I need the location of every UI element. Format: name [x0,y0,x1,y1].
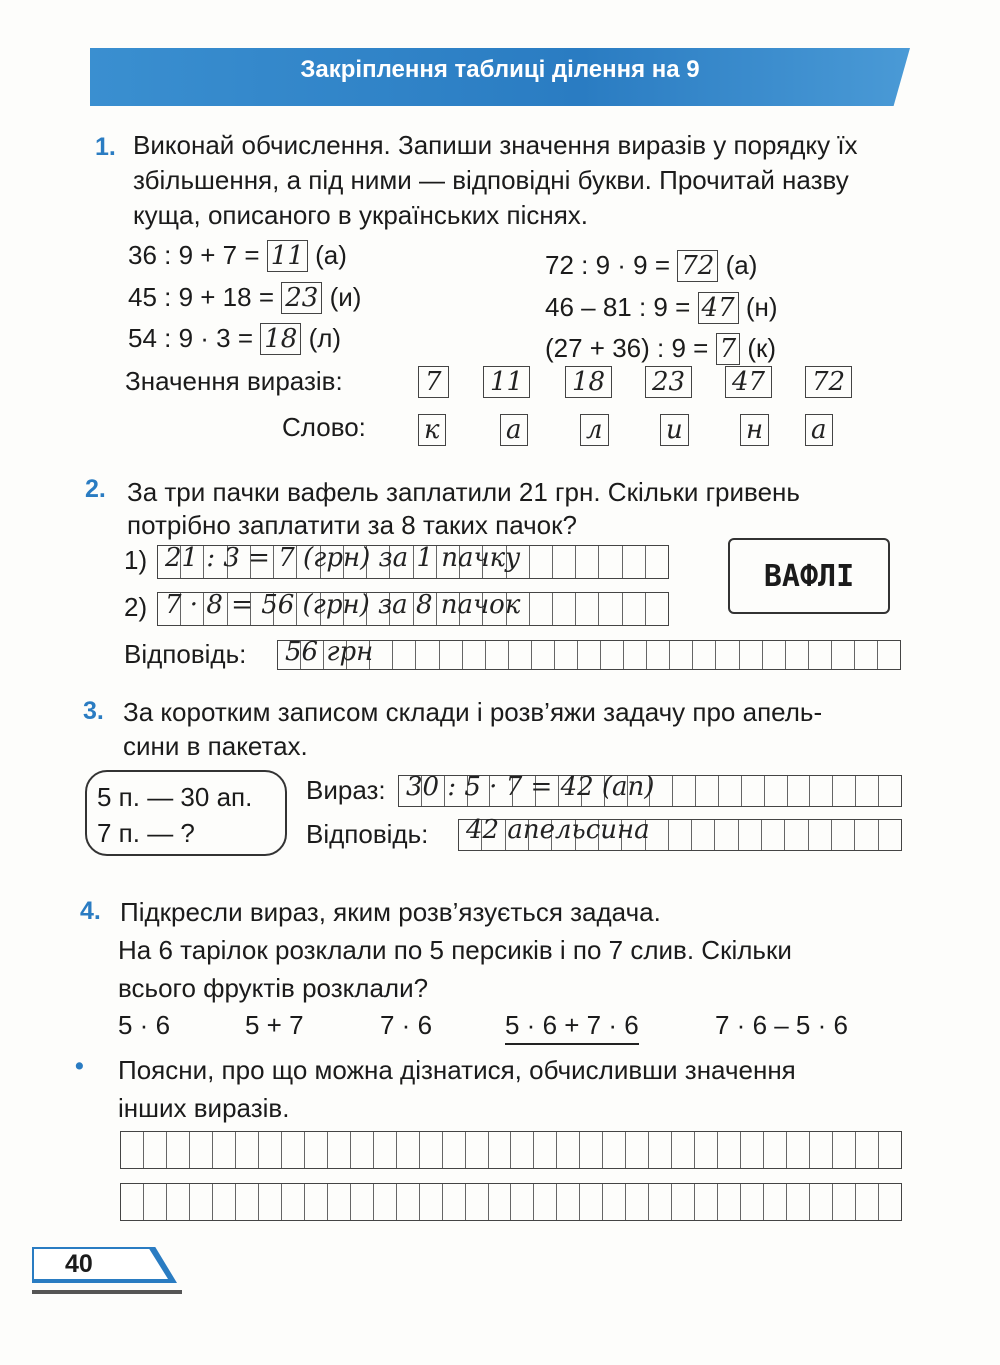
option-expression[interactable]: 7 · 6 – 5 · 6 [715,1010,848,1040]
grid-cell[interactable] [624,641,647,669]
handwritten-answer: 30 : 5 · 7 = 42 (ап) [406,772,655,802]
expression [128,321,341,357]
expr: (27 + 36) : 9 = [545,333,709,363]
answer-box[interactable]: 47 [698,292,739,324]
grid-cell[interactable] [762,820,785,850]
option-expression[interactable]: 5 · 6 [118,1010,171,1040]
grid-cell[interactable] [646,546,668,578]
grid-cell[interactable] [282,1132,305,1168]
answer-box[interactable]: 18 [260,323,301,355]
letter: (н) [745,292,778,322]
grid-cell[interactable] [466,1184,489,1220]
grid-cell[interactable] [879,820,901,850]
grid-cell[interactable] [328,1132,351,1168]
problem-text: На 6 тарілок розклали по 5 персиків і по 7 слив. Скільки [118,935,792,965]
grid-cell[interactable] [534,1184,557,1220]
task-text: Підкресли вираз, яким розв’язується задача. [120,897,661,927]
option-expression[interactable]: 5 + 7 [245,1010,304,1040]
grid-cell[interactable] [742,776,765,806]
grid-cell[interactable] [601,641,624,669]
expr: 54 : 9 · 3 = [128,323,254,353]
expr: 72 : 9 · 9 = [545,250,671,280]
grid-cell[interactable] [879,776,901,806]
grid-cell[interactable] [716,641,739,669]
handwritten-answer: 7 · 8 = 56 (грн) за 8 пачок [165,590,521,620]
grid-cell[interactable] [489,1132,512,1168]
grid-cell[interactable] [765,776,788,806]
grid-cell[interactable] [763,641,786,669]
grid-cell[interactable] [144,1132,167,1168]
grid-cell[interactable] [443,1132,466,1168]
short-record-line: 5 п. — 30 ап. [97,782,253,812]
step-label: 1) [124,545,148,575]
handwritten-answer: 42 апельсина [466,815,650,845]
handwritten-answer: 21 : 3 = 7 (грн) за 1 пачку [165,543,521,573]
grid-cell[interactable] [856,776,879,806]
grid-cell[interactable] [833,776,856,806]
grid-cell[interactable] [190,1184,213,1220]
expr-label: Вираз: [306,775,386,805]
step-label: 2) [124,592,148,622]
grid-cell[interactable] [809,641,832,669]
grid-cell[interactable] [673,776,696,806]
grid-cell[interactable] [878,641,900,669]
values-label: Значення виразів: [125,366,343,396]
grid-cell[interactable] [167,1184,190,1220]
letter: (к) [747,333,777,363]
grid-cell[interactable] [440,641,463,669]
grid-cell[interactable] [855,820,878,850]
grid-cell[interactable] [509,641,532,669]
grid-cell[interactable] [351,1184,374,1220]
grid-cell[interactable] [530,546,553,578]
grid-cell[interactable] [282,1184,305,1220]
grid-cell[interactable] [599,546,622,578]
grid-cell[interactable] [626,1132,649,1168]
grid-cell[interactable] [167,1132,190,1168]
grid-cell[interactable] [856,1132,879,1168]
option-expression-underlined[interactable]: 5 · 6 + 7 · 6 [505,1008,639,1045]
expression [128,238,347,274]
grid-cell[interactable] [144,1184,167,1220]
grid-cell[interactable] [580,1132,603,1168]
letter: (а) [315,240,347,270]
task-number: 3. [83,697,104,725]
grid-cell[interactable] [511,1184,534,1220]
grid-cell[interactable] [397,1132,420,1168]
grid-cell[interactable] [557,1184,580,1220]
value-box[interactable]: 18 [565,366,612,398]
value-box[interactable]: 47 [725,366,772,398]
grid-cell[interactable] [692,820,715,850]
grid-cell[interactable] [576,593,599,625]
grid-cell[interactable] [649,1184,672,1220]
task-text: За коротким записом склади і розв’яжи задачу про апель- [123,697,823,727]
grid-cell[interactable] [305,1184,328,1220]
expression [545,290,778,326]
problem-text: всього фруктів розклали? [118,973,429,1003]
grid-cell[interactable] [532,641,555,669]
letter-box[interactable]: н [740,414,769,446]
page-title: Закріплення таблиці ділення на 9 [300,56,700,83]
grid-cell[interactable] [259,1132,282,1168]
grid-cell[interactable] [670,641,693,669]
answer-box[interactable]: 11 [267,240,308,272]
grid-cell[interactable] [832,641,855,669]
task-text: збільшення, а під ними — відповідні букви. Прочитай назву [133,165,849,195]
letter: (и) [329,282,362,312]
footer-rule [32,1290,182,1294]
grid-cell[interactable] [785,820,808,850]
extra-text: інших виразів. [118,1093,290,1123]
grid-cell[interactable] [486,641,509,669]
letter-box[interactable]: а [500,414,528,446]
grid-cell[interactable] [351,1132,374,1168]
grid-cell[interactable] [764,1132,787,1168]
grid-cell[interactable] [719,776,742,806]
grid-cell[interactable] [576,546,599,578]
grid-cell[interactable] [443,1184,466,1220]
page-number-tab-inner [34,1249,168,1279]
grid-cell[interactable] [669,820,692,850]
grid-cell[interactable] [236,1132,259,1168]
grid-cell[interactable] [786,641,809,669]
grid-cell[interactable] [649,1132,672,1168]
grid-cell[interactable] [557,1132,580,1168]
grid-cell[interactable] [420,1184,443,1220]
page-number: 40 [65,1250,93,1278]
word-label: Слово: [282,412,366,442]
grid-cell[interactable] [213,1184,236,1220]
answer-box[interactable]: 7 [716,333,741,365]
grid-cell[interactable] [466,1132,489,1168]
grid-cell[interactable] [764,1184,787,1220]
grid-cell[interactable] [190,1132,213,1168]
grid-cell[interactable] [741,1184,764,1220]
grid-cell[interactable] [718,1132,741,1168]
grid-cell[interactable] [740,641,763,669]
grid-cell[interactable] [788,776,811,806]
value-box[interactable]: 7 [418,366,449,398]
grid-cell[interactable] [646,593,668,625]
grid-cell[interactable] [879,1184,901,1220]
grid-cell[interactable] [787,1184,810,1220]
grid-cell[interactable] [578,641,601,669]
grid-cell[interactable] [328,1184,351,1220]
extra-text: Поясни, про що можна дізнатися, обчисливши значення [118,1055,796,1085]
task-text: сини в пакетах. [123,731,308,761]
grid-cell[interactable] [832,820,855,850]
grid-cell[interactable] [810,776,833,806]
grid-cell[interactable] [397,1184,420,1220]
grid-cell[interactable] [511,1132,534,1168]
writing-grid[interactable] [120,1183,902,1221]
grid-cell[interactable] [695,1132,718,1168]
grid-cell[interactable] [696,776,719,806]
grid-cell[interactable] [833,1132,856,1168]
answer-box[interactable]: 72 [677,250,718,282]
waffle-package: ВАФЛІ [728,538,890,614]
grid-cell[interactable] [809,820,832,850]
grid-cell[interactable] [810,1132,833,1168]
grid-cell[interactable] [879,1132,901,1168]
grid-cell[interactable] [555,641,578,669]
letter-box[interactable]: а [805,414,833,446]
grid-cell[interactable] [121,1184,144,1220]
expression [545,248,757,284]
value-box[interactable]: 72 [805,366,852,398]
expression [128,280,361,316]
grid-cell[interactable] [374,1132,397,1168]
grid-cell[interactable] [463,641,486,669]
grid-cell[interactable] [530,593,553,625]
grid-cell[interactable] [647,641,670,669]
grid-cell[interactable] [305,1132,328,1168]
expr: 46 – 81 : 9 = [545,292,691,322]
grid-cell[interactable] [626,1184,649,1220]
grid-cell[interactable] [603,1184,626,1220]
grid-cell[interactable] [856,1184,879,1220]
handwritten-answer: 56 грн [285,637,374,667]
expr: 36 : 9 + 7 = [128,240,260,270]
grid-cell[interactable] [623,593,646,625]
task-text: За три пачки вафель заплатили 21 грн. Скільки гривень [127,477,800,507]
task-number: 4. [80,897,101,925]
grid-cell[interactable] [599,593,622,625]
short-record-line: 7 п. — ? [97,818,195,848]
letter-box[interactable]: к [418,414,446,446]
grid-cell[interactable] [693,641,716,669]
task-number: 2. [85,475,106,503]
grid-cell[interactable] [718,1184,741,1220]
grid-cell[interactable] [787,1132,810,1168]
grid-cell[interactable] [236,1184,259,1220]
letter: (а) [725,250,758,280]
grid-cell[interactable] [623,546,646,578]
value-box[interactable]: 23 [645,366,692,398]
grid-cell[interactable] [672,1132,695,1168]
task-number: 1. [95,133,116,161]
letter-box[interactable]: л [580,414,609,446]
grid-cell[interactable] [672,1184,695,1220]
grid-cell[interactable] [370,641,393,669]
grid-cell[interactable] [259,1184,282,1220]
expr: 45 : 9 + 18 = [128,282,275,312]
bullet-icon: • [75,1052,84,1080]
answer-label: Відповідь: [306,819,429,849]
grid-cell[interactable] [715,820,738,850]
task-text: куща, описаного в українських піснях. [133,200,588,230]
grid-cell[interactable] [416,641,439,669]
grid-cell[interactable] [213,1132,236,1168]
grid-cell[interactable] [695,1184,718,1220]
grid-cell[interactable] [374,1184,397,1220]
grid-cell[interactable] [603,1132,626,1168]
grid-cell[interactable] [580,1184,603,1220]
value-box[interactable]: 11 [483,366,530,398]
grid-cell[interactable] [420,1132,443,1168]
option-expression[interactable]: 7 · 6 [380,1010,433,1040]
letter: (л) [308,323,342,353]
grid-cell[interactable] [553,546,576,578]
grid-cell[interactable] [833,1184,856,1220]
letter-box[interactable]: и [660,414,689,446]
task-text: потрібно заплатити за 8 таких пачок? [127,510,577,540]
grid-cell[interactable] [534,1132,557,1168]
writing-grid[interactable] [120,1131,902,1169]
expression [545,331,776,367]
grid-cell[interactable] [393,641,416,669]
answer-box[interactable]: 23 [281,282,322,314]
grid-cell[interactable] [855,641,878,669]
grid-cell[interactable] [741,1132,764,1168]
grid-cell[interactable] [553,593,576,625]
grid-cell[interactable] [810,1184,833,1220]
answer-label: Відповідь: [124,639,247,669]
task-text: Виконай обчислення. Запиши значення виразів у порядку їх [133,130,858,160]
grid-cell[interactable] [489,1184,512,1220]
grid-cell[interactable] [739,820,762,850]
grid-cell[interactable] [121,1132,144,1168]
